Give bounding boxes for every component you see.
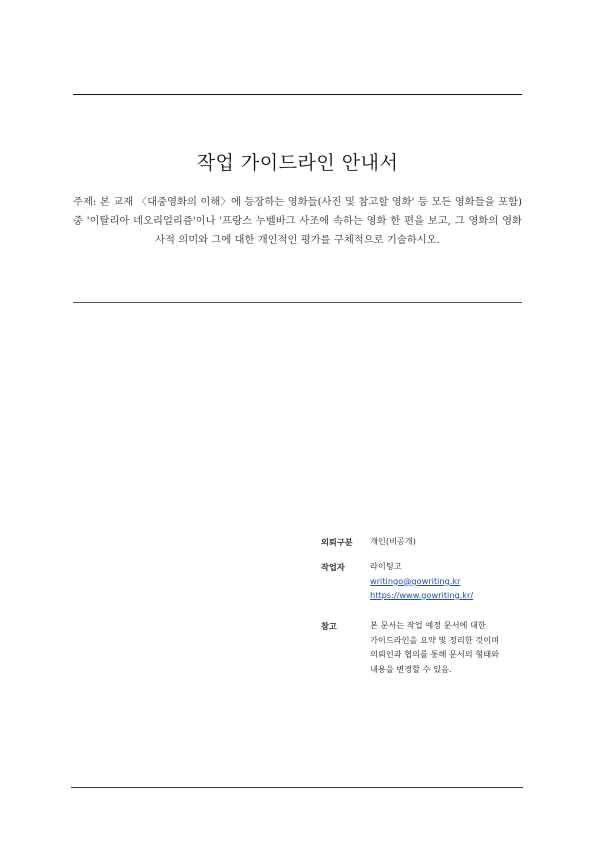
- request-type-label: 의뢰구분: [321, 537, 353, 547]
- author-email-link[interactable]: writingo@gowriting.kr: [370, 575, 461, 586]
- author-details: [370, 559, 540, 603]
- note-line: 의뢰인과 협의를 통해 문서의 형태와: [370, 649, 500, 659]
- section-divider: [73, 302, 522, 303]
- note-line: 본 문서는 작업 예정 문서에 대한: [370, 620, 486, 630]
- note-label: 참고: [321, 621, 337, 631]
- top-divider: [73, 94, 522, 95]
- request-type-value: 개인(비공개): [370, 536, 416, 546]
- note-text: [370, 618, 540, 676]
- bottom-divider: [71, 787, 523, 788]
- document-title: 작업 가이드라인 안내서: [196, 152, 399, 174]
- author-name: 라이팅고: [370, 561, 402, 571]
- topic-paragraph: 주제: 본 교재 〈대중영화의 이해〉에 등장하는 영화들(사진 및 참고할 영화' 등 모든 영화들을 포함) 중 '이탈리아 네오리얼리즘'이나 '프랑스 누벨바그 사조에 속하는 영화 한 편을 보고, 그 영화의 영화사적 의미와 그에 대한 개인적인 평가를 구체적으로 기술하시오.: [73, 196, 522, 246]
- note-line: 내용을 변경할 수 있음.: [370, 663, 452, 674]
- author-label: 작업자: [321, 562, 345, 572]
- author-website-link[interactable]: https://www.gowriting.kr/: [370, 590, 474, 600]
- note-line: 가이드라인을 요약 및 정리한 것이며: [370, 634, 500, 645]
